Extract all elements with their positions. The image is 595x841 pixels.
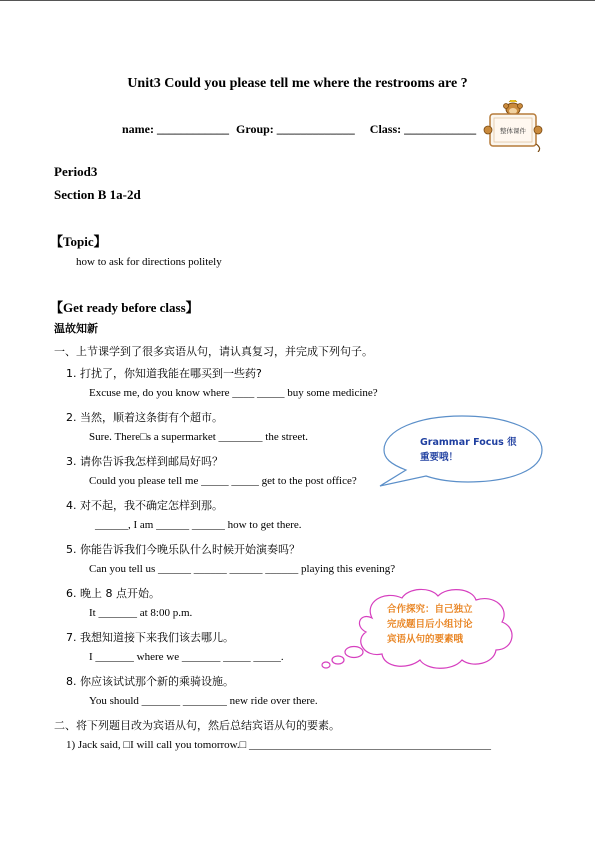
item-5-cn: 5. 你能告诉我们今晚乐队什么时候开始演奏吗？ [66,543,300,556]
bubble-text-grammar: Grammar Focus 很 重要哦！ [420,437,517,463]
review-subheading: 温故知新 [54,322,98,335]
group-field[interactable]: Group: _____________ [236,122,355,136]
bubble-text-cooperation: 合作探究：自己独立 完成题目后小组讨论 宾语从句的要素哦 [387,604,473,645]
item-7-en[interactable]: I _______ where we _______ _____ _____. [89,651,284,663]
item-3-en[interactable]: Could you please tell me _____ _____ get to the post office? [89,475,357,487]
item-3-cn: 3. 请你告诉我怎样到邮局好吗？ [66,455,223,468]
item-8-cn: 8. 你应该试试那个新的乘骑设施。 [66,675,234,688]
item-6-cn: 6. 晚上 8 点开始。 [66,587,160,600]
topic-heading: 【Topic】 [50,234,107,249]
item-1-en[interactable]: Excuse me, do you know where ____ _____ buy some medicine? [89,387,378,399]
page-title: Unit3 Could you please tell me where the restrooms are ? [127,76,468,91]
period-heading: Period3 [54,164,98,179]
class-field[interactable]: Class: ____________ [369,122,477,136]
header-rule [0,0,595,1]
item-6-en[interactable]: It _______ at 8:00 p.m. [89,607,193,619]
item-8-en[interactable]: You should _______ ________ new ride over there. [89,695,318,707]
cooperation-cloud [314,588,540,672]
item-4-cn: 4. 对不起，我不确定怎样到那。 [66,499,223,512]
instruction-two: 二、将下列题目改为宾语从句，然后总结宾语从句的要素。 [54,719,340,732]
name-field[interactable]: name: ____________ [122,122,229,136]
item-2-en[interactable]: Sure. There□s a supermarket ________ the street. [89,431,309,443]
item-7-cn: 7. 我想知道接下来我们该去哪儿。 [66,631,234,644]
grammar-focus-bubble [376,412,548,496]
monkey-mascot-icon [482,100,544,152]
question-1[interactable]: 1) Jack said, □I will call you tomorrow.□ ____________________________________________ [66,739,492,751]
item-4-en[interactable]: ______, I am ______ ______ how to get there. [95,519,302,531]
section-heading: Section B 1a-2d [54,187,141,202]
get-ready-heading: 【Get ready before class】 [50,300,199,315]
item-5-en[interactable]: Can you tell us ______ ______ ______ ______ playing this evening? [89,563,396,575]
student-info-line [122,122,476,137]
item-2-cn: 2. 当然，顺着这条街有个超市。 [66,411,223,424]
instruction-one: 一、上节课学到了很多宾语从句，请认真复习，并完成下列句子。 [54,345,373,358]
topic-text: how to ask for directions politely [76,256,222,268]
item-1-cn: 1. 打扰了，你知道我能在哪买到一些药? [66,367,262,380]
mascot-label: 整体课件 [500,127,526,135]
